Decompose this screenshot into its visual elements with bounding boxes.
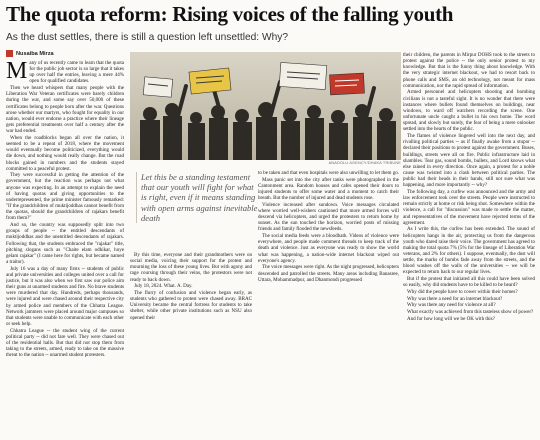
- article-column-2-body: [130, 252, 252, 438]
- article-column-1: [6, 60, 124, 438]
- paragraph: Why did the people have to cower within their homes?: [407, 288, 518, 295]
- paragraph: Then we heard whispers that many people with the Liberation War Veteran certificates were barely children during the war, and some say over 50,000 of these certificates belong to people born after the war. Questions arose whether our martyrs, who fought for equality in our nation, would ever endorse a practice where their lineage gets preferential treatments over half a century after the war had ended.: [6, 85, 124, 135]
- pull-quote: Let this be a standing testament that our youth will fight for what is right, even if it means standing with open arms against inevitable death: [136, 172, 259, 223]
- paragraph: But if the protest that initiated all this could have been solved so easily, why did students have to be killed to be heard?: [403, 276, 535, 289]
- paragraph: July 18, 2024. What. A. Day.: [134, 283, 193, 290]
- paragraph: And so, the country was supposedly split into two groups of people -- the entitled descendants of muktijoddhas and the unentitled descendants of rajakars. Following that, the students embraced the "rajakar" title, pitching slogans such as "Chaite elam odhikar, hoye gelam rajakar" (I came here for rights, but became named a traitor).: [6, 222, 124, 265]
- byline-author: Nusaiba Mirza: [16, 50, 54, 57]
- paragraph: By this time, everyone and their grandmothers were on social media, voicing their support for the protest and mourning the loss of these young lives. But with agony and rage coursing through their veins, the protestors were not ready to back down.: [130, 252, 252, 283]
- paragraph: The flames of violence lingered well into the next day, and rivalling political parties -- as if finally awake from a stupor -- declared their positions to protest against the government. Buses, buildings, streets were all on fire. Public infrastructure laid in shambles. Tear gas, sound bombs, bullets, and Lord knows what else rained in every direction. Once again, a protest for a noble cause was twisted into a clash between political parties. The public had their heads in their hands, still not sure what was happening, and more importantly -- why?: [403, 133, 535, 189]
- paragraph: July 16 was a day of many firsts -- students of public and private universities and colleges united over a call for justice, but it was also when we first saw our police aim their guns at unarmed students and fire. No brave students were murdered that day. Hundreds, perhaps thousands, were injured and were chased around their respective city by armed police and members of the Chhatra League. Network jammers were placed around major campuses so that students were unable to communicate with each other or seek help.: [6, 265, 124, 328]
- protest-photo-image: [130, 52, 401, 160]
- paragraph: Armed personnel and helicopters shooting and bombing civilians is not a tasteful sight. It is no wonder that there were instances where bullets found themselves on buildings, near windows, to ward off watchers recording the scene. One unfortunate uncle caught a bullet in his own home. The word spread, and slowly but surely, the fear of being a mere onlooker settled into the hearts of the public.: [403, 89, 535, 133]
- paragraph: their children, the parents in Mirpur DOHS took to the streets to protest against the police -- the only senior protest to my knowledge. But that is the funny thing about knowledge. With the very strategic internet blackout, we had to resort back to phone calls and SMS, an old technology, not meant for mass communication, nor the rapid spread of information.: [403, 52, 535, 89]
- headline: The quota reform: Rising voices of the falling youth: [6, 2, 454, 26]
- protest-photo: [130, 52, 401, 160]
- paragraph: Violence increased after sundown. Voice messages circulated where worried well-wishers cautioned that more armed forces will descend via helicopters, and urged the protesters to return home by sunset. As the sun touched the horizon, worried posts of missing friends and family flooded the newsfeeds.: [258, 201, 399, 233]
- paragraph: The voice messages were right. As the night progressed, helicopters descended and patrolled the streets. Many areas including Banasree, Uttara, Mohammadpur, and Dhanmondi progressed: [258, 264, 399, 283]
- paragraph: [6, 60, 124, 85]
- paragraph: The social media feeds were a bloodbath. Videos of violence were everywhere, and people made comment threads to keep track of the death and violence. Just as everyone was ready to show the world what was happening, a nation-wide internet blackout wiped out everyone's agency.: [258, 233, 399, 264]
- photo-credit: ANADOLU AGENCY/DHAKA TRIBUNE: [328, 161, 401, 165]
- paragraph: Why was there any need for violence at all?: [407, 302, 496, 309]
- paragraph: Mass panic set into the city after tanks were photographed in the Cantonment area. Random houses and cafes opened their doors to injured students to offer some water and a moment to catch their breath. But the number of injured and dead students rose.: [258, 176, 399, 202]
- paragraph: to be taken and that even hospitals were also unwilling to let them go.: [258, 170, 399, 176]
- paragraph-text: any of us recently came to learn that the quota for the public job sector is so large that it takes up over half the entries, leaving a mere 44% open for qualified candidates.: [29, 60, 124, 85]
- paragraph: As I write this, the curfew has been extended. The sound of helicopters hangs in the air, protecting us from the dangerous youth who dared raise their voice. The government has agreed to making the total quota 7% (5% for the lineage of Liberation War veterans, and 2% for others). I suppose, eventually, the dust will settle, the marks of bombs fade away from the streets, and the blood washes off the walls of the universities -- we will be expected to return back to our regular lives.: [403, 226, 535, 276]
- paragraph: The flurry of confusion and violence began early, as students who gathered to protest were chased away. BRAC University became the central fortress for students to take shelter, while other private institutions such as NSU also opened their: [130, 289, 252, 321]
- paragraph: And for how long will we be OK with this?: [407, 315, 495, 322]
- article-column-4: [403, 52, 535, 438]
- byline-marker-icon: [6, 50, 13, 57]
- drop-cap: M: [6, 60, 28, 84]
- paragraph: Why was there a need for an internet blackout?: [407, 295, 503, 302]
- paragraph: When the roadblocks began all over the nation, it seemed to be a repeat of 2018, where the movement would eventually become politicized, everything would die down, and nothing would really change. But the road blocks gained in numbers and the students stayed committed to a peaceful protest.: [6, 134, 124, 172]
- paragraph: The following day, a curfew was announced and the army and law enforcement took over the streets. People were instructed to remain strictly at home or risk being shot. Somewhere within the violence, a call for "discussion" was made to settle the matter, and representatives of the movement have rejected terms of the agreement.: [403, 188, 535, 226]
- standfirst: As the dust settles, there is still a question left unsettled: Why?: [6, 32, 288, 43]
- paragraph: What exactly was achieved from this tasteless show of power?: [407, 308, 534, 315]
- paragraph: They were successful in getting the attention of the government, but the reaction was perhaps not what anyone was expecting. In an attempt to explain the need of having quotas and giving opportunities to the underrepresented, the prime minister famously remarked: "If the grandchildren of muktijoddhas cannot benefit from the quotas, should the grandchildren of rajakars benefit from them?": [6, 172, 124, 222]
- byline: [6, 50, 126, 57]
- paragraph: Chhatra League -- the student wing of the current political party -- did not fare well. They were chased out of the residential halls. But that did not stop them from taking to the streets, armed, ready to take on the massive threat to the nation -- unarmed student protesters.: [6, 327, 124, 359]
- article-column-3: [258, 170, 399, 438]
